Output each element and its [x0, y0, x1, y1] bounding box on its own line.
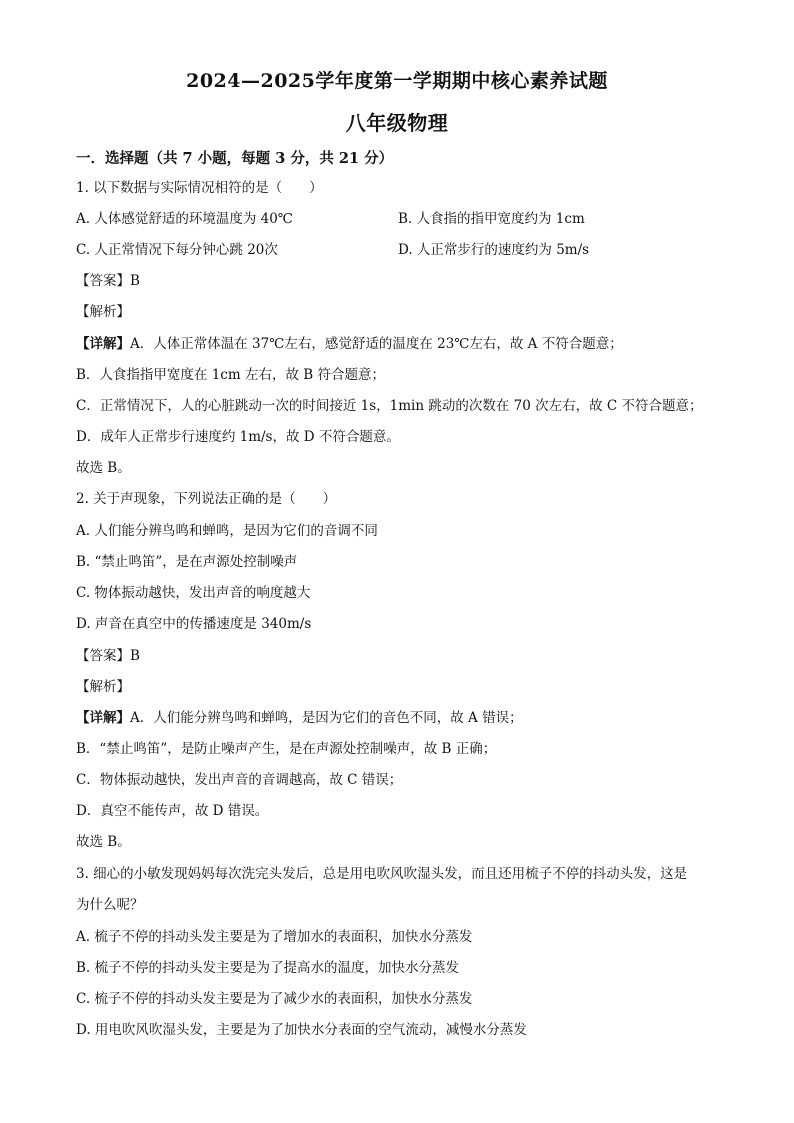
q1-detail [76, 335, 623, 353]
q2-detail-tag: 【详解】 [76, 710, 130, 726]
q1-option-b: B. 人食指的指甲宽度约为 1cm [398, 211, 585, 227]
section-heading: 一．选择题（共 7 小题，每题 3 分，共 21 分） [76, 150, 394, 167]
q2-option-a: A. 人们能分辨鸟鸣和蝉鸣，是因为它们的音调不同 [76, 523, 378, 539]
q1-detail-line2: B．人食指指甲宽度在 1cm 左右，故 B 符合题意； [76, 367, 385, 383]
q1-stem: 1. 以下数据与实际情况相符的是（ ） [76, 180, 323, 196]
q2-detail-line3: C．物体振动越快，发出声音的音调越高，故 C 错误； [76, 772, 403, 788]
q1-detail-line3: C．正常情况下，人的心脏跳动一次的时间接近 1s，1min 跳动的次数在 70 次左右，故 C 不符合题意； [76, 398, 703, 414]
q1-answer: 【答案】B [76, 273, 140, 289]
q3-option-b: B. 梳子不停的抖动头发主要是为了提高水的温度，加快水分蒸发 [76, 960, 460, 976]
q2-analysis-label: 【解析】 [76, 679, 130, 695]
exam-title: 2024—2025学年度第一学期期中核心素养试题 [186, 70, 608, 92]
q3-stem-line1: 3. 细心的小敏发现妈妈每次洗完头发后，总是用电吹风吹湿头发，而且还用梳子不停的抖动头发，这是 [76, 866, 688, 882]
q3-stem-line2: 为什么呢？ [76, 897, 144, 913]
q2-conclusion: 故选 B。 [76, 834, 131, 850]
q2-answer: 【答案】B [76, 648, 140, 664]
q1-option-c: C. 人正常情况下每分钟心跳 20次 [76, 242, 278, 258]
q2-stem: 2. 关于声现象，下列说法正确的是（ ） [76, 491, 337, 507]
q3-option-d: D. 用电吹风吹湿头发，主要是为了加快水分表面的空气流动，减慢水分蒸发 [76, 1022, 527, 1038]
q2-option-c: C. 物体振动越快，发出声音的响度越大 [76, 585, 311, 601]
exam-subtitle: 八年级物理 [345, 111, 449, 135]
q1-detail-tag: 【详解】 [76, 336, 130, 352]
q2-detail-text: A．人们能分辨鸟鸣和蝉鸣，是因为它们的音色不同，故 A 错误； [130, 710, 523, 726]
q1-detail-line4: D．成年人正常步行速度约 1m/s，故 D 不符合题意。 [76, 429, 400, 445]
q2-detail-line2: B．“禁止鸣笛”，是防止噪声产生，是在声源处控制噪声，故 B 正确； [76, 741, 497, 757]
q2-option-b: B. “禁止鸣笛”，是在声源处控制噪声 [76, 554, 298, 570]
q2-detail [76, 709, 523, 727]
q1-conclusion: 故选 B。 [76, 460, 131, 476]
q1-option-d: D. 人正常步行的速度约为 5m/s [398, 242, 590, 258]
q1-analysis-label: 【解析】 [76, 304, 130, 320]
q2-option-d: D. 声音在真空中的传播速度是 340m/s [76, 616, 312, 632]
q1-option-a: A. 人体感觉舒适的环境温度为 40℃ [76, 211, 293, 227]
q1-detail-text: A．人体正常体温在 37℃左右，感觉舒适的温度在 23℃左右，故 A 不符合题意； [130, 336, 623, 352]
q3-option-a: A. 梳子不停的抖动头发主要是为了增加水的表面积，加快水分蒸发 [76, 929, 473, 945]
q2-detail-line4: D．真空不能传声，故 D 错误。 [76, 803, 269, 819]
q3-option-c: C. 梳子不停的抖动头发主要是为了减少水的表面积，加快水分蒸发 [76, 991, 473, 1007]
